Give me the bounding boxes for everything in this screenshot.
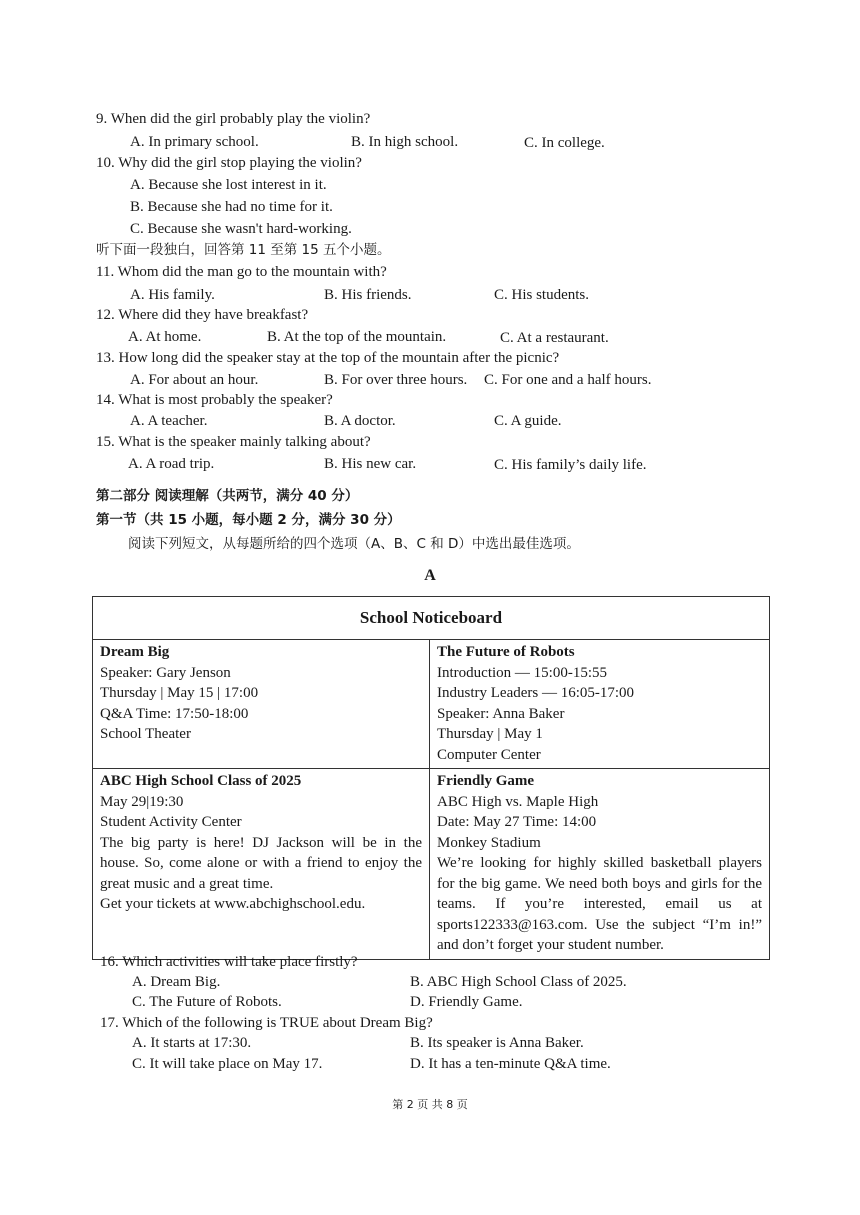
question-13-stem: 13. How long did the speaker stay at the top of the mountain after the picnic? — [96, 350, 560, 366]
class-2025-title: ABC High School Class of 2025 — [100, 773, 302, 789]
future-robots-location: Computer Center — [437, 746, 541, 763]
question-13-option-c: C. For one and a half hours. — [484, 372, 652, 388]
question-9-option-c: C. In college. — [524, 135, 605, 151]
future-robots-date: Thursday | May 1 — [437, 726, 543, 742]
question-12-option-a: A. At home. — [128, 329, 202, 345]
class-2025-date: May 29|19:30 — [100, 793, 184, 810]
question-14-stem: 14. What is most probably the speaker? — [96, 392, 333, 408]
reading-instruction: 阅读下列短文，从每题所给的四个选项（A、B、C 和 D）中选出最佳选项。 — [128, 536, 580, 552]
class-2025-cell — [93, 769, 430, 960]
question-16-option-b: B. ABC High School Class of 2025. — [410, 974, 627, 990]
reading-section-title: 第一节（共 15 小题，每小题 2 分，满分 30 分） — [96, 512, 401, 528]
friendly-game-title: Friendly Game — [437, 773, 535, 789]
page-footer: 第 2 页 共 8 页 — [392, 1098, 468, 1111]
question-11-option-c: C. His students. — [494, 287, 590, 303]
dream-big-date: Thursday | May 15 | 17:00 — [100, 685, 259, 701]
dream-big-cell — [93, 640, 430, 769]
future-robots-intro: Introduction — 15:00-15:55 — [437, 664, 607, 681]
question-16-option-a: A. Dream Big. — [132, 974, 221, 990]
question-17-option-d: D. It has a ten-minute Q&A time. — [410, 1056, 611, 1072]
friendly-game-description: We’re looking for highly skilled basketball players for the big game. We need both boys and girls for the teams. If you’re interested, email us at sports122333@163.com. Use the subject “I’m in!” and don’t forget your student number. — [437, 855, 762, 953]
question-11-option-b: B. His friends. — [324, 287, 412, 303]
question-10-option-c: C. Because she wasn't hard-working. — [130, 221, 352, 237]
question-17-stem: 17. Which of the following is TRUE about Dream Big? — [100, 1015, 433, 1031]
question-14-option-a: A. A teacher. — [130, 413, 208, 429]
question-16-option-c: C. The Future of Robots. — [132, 994, 282, 1010]
question-9-stem: 9. When did the girl probably play the violin? — [96, 111, 371, 127]
question-12-option-b: B. At the top of the mountain. — [267, 329, 447, 345]
dream-big-speaker: Speaker: Gary Jenson — [100, 664, 231, 681]
question-10-stem: 10. Why did the girl stop playing the violin? — [96, 155, 362, 171]
question-15-option-c: C. His family’s daily life. — [494, 457, 647, 473]
friendly-game-cell — [430, 769, 770, 960]
school-noticeboard — [92, 596, 770, 960]
class-2025-tickets: Get your tickets at www.abchighschool.edu. — [100, 896, 366, 912]
question-15-option-a: A. A road trip. — [128, 456, 215, 472]
future-robots-cell — [430, 640, 770, 769]
question-12-stem: 12. Where did they have breakfast? — [96, 307, 309, 323]
question-12-option-c: C. At a restaurant. — [500, 330, 609, 346]
friendly-game-date: Date: May 27 Time: 14:00 — [437, 814, 597, 830]
question-15-stem: 15. What is the speaker mainly talking about? — [96, 434, 371, 450]
future-robots-title: The Future of Robots — [437, 644, 575, 660]
dream-big-qa-time: Q&A Time: 17:50-18:00 — [100, 705, 249, 722]
question-13-option-b: B. For over three hours. — [324, 372, 468, 388]
class-2025-location: Student Activity Center — [100, 814, 242, 830]
future-robots-industry: Industry Leaders — 16:05-17:00 — [437, 685, 635, 701]
question-14-option-b: B. A doctor. — [324, 413, 396, 429]
listening-instruction: 听下面一段独白，回答第 11 至第 15 五个小题。 — [96, 242, 391, 258]
question-13-option-a: A. For about an hour. — [130, 372, 259, 388]
question-11-option-a: A. His family. — [130, 287, 215, 303]
question-17-option-a: A. It starts at 17:30. — [132, 1035, 252, 1051]
passage-label: A — [424, 567, 436, 584]
question-11-stem: 11. Whom did the man go to the mountain with? — [96, 264, 387, 280]
noticeboard-title: School Noticeboard — [93, 597, 770, 640]
question-17-option-c: C. It will take place on May 17. — [132, 1056, 323, 1072]
question-9-option-a: A. In primary school. — [130, 134, 259, 150]
dream-big-title: Dream Big — [100, 644, 170, 660]
question-10-option-b: B. Because she had no time for it. — [130, 199, 333, 215]
question-17-option-b: B. Its speaker is Anna Baker. — [410, 1035, 584, 1051]
question-9-option-b: B. In high school. — [351, 134, 459, 150]
question-16-option-d: D. Friendly Game. — [410, 994, 523, 1010]
question-15-option-b: B. His new car. — [324, 456, 417, 472]
future-robots-speaker: Speaker: Anna Baker — [437, 705, 565, 722]
friendly-game-teams: ABC High vs. Maple High — [437, 793, 599, 810]
question-14-option-c: C. A guide. — [494, 413, 562, 429]
friendly-game-location: Monkey Stadium — [437, 834, 541, 851]
question-10-option-a: A. Because she lost interest in it. — [130, 177, 327, 193]
question-16-stem: 16. Which activities will take place firstly? — [100, 954, 358, 970]
dream-big-location: School Theater — [100, 726, 191, 742]
class-2025-description: The big party is here! DJ Jackson will be in the house. So, come alone or with a friend to enjoy the great music and a great time. — [100, 834, 422, 892]
reading-part-title: 第二部分 阅读理解（共两节，满分 40 分） — [96, 488, 359, 504]
